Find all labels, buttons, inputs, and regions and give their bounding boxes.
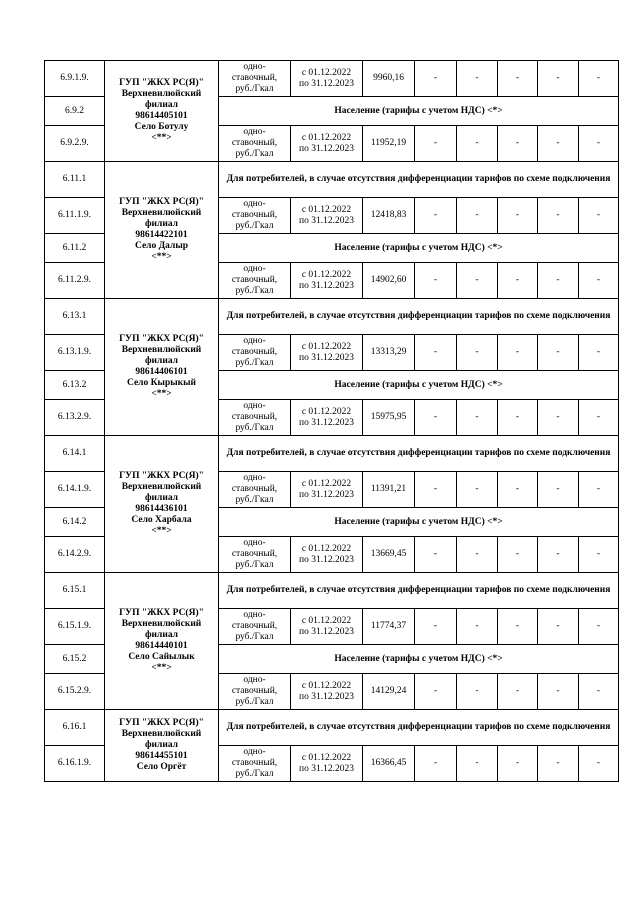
empty-value-dash: - xyxy=(415,263,457,299)
row-number: 6.9.2.9. xyxy=(45,126,105,162)
row-number: 6.14.1 xyxy=(45,436,105,472)
empty-value-dash: - xyxy=(538,472,579,508)
tariff-kind: одно- ставочный, руб./Гкал xyxy=(219,674,291,710)
row-number: 6.15.2.9. xyxy=(45,674,105,710)
empty-value-dash: - xyxy=(538,674,579,710)
organization-cell: ГУП "ЖКХ РС(Я)" Верхневилюйский филиал 98614440101 Село Сайылык <**> xyxy=(105,573,219,710)
tariff-kind: одно- ставочный, руб./Гкал xyxy=(219,537,291,573)
table-row xyxy=(45,162,619,198)
empty-value-dash: - xyxy=(579,263,619,299)
consumers-note: Для потребителей, в случае отсутствия дифференциации тарифов по схеме подключения xyxy=(219,573,619,609)
tariff-kind: одно- ставочный, руб./Гкал xyxy=(219,400,291,436)
consumers-note: Для потребителей, в случае отсутствия дифференциации тарифов по схеме подключения xyxy=(219,299,619,335)
tariff-kind: одно- ставочный, руб./Гкал xyxy=(219,335,291,371)
empty-value-dash: - xyxy=(579,198,619,234)
row-number: 6.15.2 xyxy=(45,645,105,674)
tariff-value: 11391,21 xyxy=(363,472,415,508)
row-number: 6.11.1 xyxy=(45,162,105,198)
organization-cell: ГУП "ЖКХ РС(Я)" Верхневилюйский филиал 98614406101 Село Кырыкый <**> xyxy=(105,299,219,436)
empty-value-dash: - xyxy=(579,126,619,162)
population-note: Население (тарифы с учетом НДС) <*> xyxy=(219,97,619,126)
tariff-value: 9960,16 xyxy=(363,61,415,97)
empty-value-dash: - xyxy=(538,400,579,436)
empty-value-dash: - xyxy=(457,537,498,573)
tariff-table-body xyxy=(45,61,619,782)
table-row xyxy=(45,299,619,335)
empty-value-dash: - xyxy=(579,609,619,645)
row-number: 6.9.2 xyxy=(45,97,105,126)
empty-value-dash: - xyxy=(457,400,498,436)
empty-value-dash: - xyxy=(498,674,538,710)
tariff-kind: одно- ставочный, руб./Гкал xyxy=(219,126,291,162)
tariff-value: 16366,45 xyxy=(363,746,415,782)
tariff-value: 13669,45 xyxy=(363,537,415,573)
tariff-period: с 01.12.2022 по 31.12.2023 xyxy=(291,746,363,782)
row-number: 6.13.2.9. xyxy=(45,400,105,436)
tariff-period: с 01.12.2022 по 31.12.2023 xyxy=(291,674,363,710)
empty-value-dash: - xyxy=(457,472,498,508)
empty-value-dash: - xyxy=(415,674,457,710)
row-number: 6.13.2 xyxy=(45,371,105,400)
row-number: 6.14.2.9. xyxy=(45,537,105,573)
tariff-period: с 01.12.2022 по 31.12.2023 xyxy=(291,61,363,97)
tariff-period: с 01.12.2022 по 31.12.2023 xyxy=(291,263,363,299)
empty-value-dash: - xyxy=(415,61,457,97)
organization-cell: ГУП "ЖКХ РС(Я)" Верхневилюйский филиал 98614405101 Село Ботулу <**> xyxy=(105,61,219,162)
empty-value-dash: - xyxy=(579,472,619,508)
tariff-kind: одно- ставочный, руб./Гкал xyxy=(219,61,291,97)
empty-value-dash: - xyxy=(415,335,457,371)
tariff-value: 11774,37 xyxy=(363,609,415,645)
tariff-kind: одно- ставочный, руб./Гкал xyxy=(219,198,291,234)
tariff-period: с 01.12.2022 по 31.12.2023 xyxy=(291,472,363,508)
empty-value-dash: - xyxy=(538,198,579,234)
empty-value-dash: - xyxy=(498,263,538,299)
empty-value-dash: - xyxy=(415,472,457,508)
row-number: 6.16.1 xyxy=(45,710,105,746)
empty-value-dash: - xyxy=(579,61,619,97)
population-note: Население (тарифы с учетом НДС) <*> xyxy=(219,234,619,263)
row-number: 6.13.1 xyxy=(45,299,105,335)
empty-value-dash: - xyxy=(457,126,498,162)
population-note: Население (тарифы с учетом НДС) <*> xyxy=(219,645,619,674)
row-number: 6.11.2.9. xyxy=(45,263,105,299)
empty-value-dash: - xyxy=(498,609,538,645)
empty-value-dash: - xyxy=(415,537,457,573)
empty-value-dash: - xyxy=(498,537,538,573)
tariff-period: с 01.12.2022 по 31.12.2023 xyxy=(291,198,363,234)
empty-value-dash: - xyxy=(538,126,579,162)
empty-value-dash: - xyxy=(498,198,538,234)
empty-value-dash: - xyxy=(579,400,619,436)
population-note: Население (тарифы с учетом НДС) <*> xyxy=(219,508,619,537)
empty-value-dash: - xyxy=(538,609,579,645)
empty-value-dash: - xyxy=(415,400,457,436)
population-note: Население (тарифы с учетом НДС) <*> xyxy=(219,371,619,400)
table-row xyxy=(45,436,619,472)
table-row xyxy=(45,61,619,97)
consumers-note: Для потребителей, в случае отсутствия дифференциации тарифов по схеме подключения xyxy=(219,710,619,746)
empty-value-dash: - xyxy=(579,746,619,782)
tariff-period: с 01.12.2022 по 31.12.2023 xyxy=(291,400,363,436)
tariff-value: 14129,24 xyxy=(363,674,415,710)
row-number: 6.15.1 xyxy=(45,573,105,609)
row-number: 6.14.1.9. xyxy=(45,472,105,508)
organization-cell: ГУП "ЖКХ РС(Я)" Верхневилюйский филиал 98614455101 Село Оргёт xyxy=(105,710,219,782)
empty-value-dash: - xyxy=(538,537,579,573)
empty-value-dash: - xyxy=(457,61,498,97)
table-row xyxy=(45,573,619,609)
empty-value-dash: - xyxy=(579,674,619,710)
empty-value-dash: - xyxy=(415,126,457,162)
empty-value-dash: - xyxy=(457,263,498,299)
empty-value-dash: - xyxy=(415,746,457,782)
organization-cell: ГУП "ЖКХ РС(Я)" Верхневилюйский филиал 98614436101 Село Харбала <**> xyxy=(105,436,219,573)
row-number: 6.11.2 xyxy=(45,234,105,263)
tariff-value: 13313,29 xyxy=(363,335,415,371)
tariff-kind: одно- ставочный, руб./Гкал xyxy=(219,472,291,508)
empty-value-dash: - xyxy=(415,198,457,234)
row-number: 6.9.1.9. xyxy=(45,61,105,97)
row-number: 6.14.2 xyxy=(45,508,105,537)
row-number: 6.15.1.9. xyxy=(45,609,105,645)
consumers-note: Для потребителей, в случае отсутствия дифференциации тарифов по схеме подключения xyxy=(219,162,619,198)
empty-value-dash: - xyxy=(498,126,538,162)
tariff-table xyxy=(44,60,619,782)
row-number: 6.16.1.9. xyxy=(45,746,105,782)
empty-value-dash: - xyxy=(579,537,619,573)
tariff-value: 11952,19 xyxy=(363,126,415,162)
empty-value-dash: - xyxy=(498,400,538,436)
tariff-kind: одно- ставочный, руб./Гкал xyxy=(219,746,291,782)
empty-value-dash: - xyxy=(498,61,538,97)
tariff-kind: одно- ставочный, руб./Гкал xyxy=(219,263,291,299)
tariff-period: с 01.12.2022 по 31.12.2023 xyxy=(291,609,363,645)
empty-value-dash: - xyxy=(538,263,579,299)
empty-value-dash: - xyxy=(538,61,579,97)
empty-value-dash: - xyxy=(457,746,498,782)
row-number: 6.13.1.9. xyxy=(45,335,105,371)
tariff-period: с 01.12.2022 по 31.12.2023 xyxy=(291,335,363,371)
table-row xyxy=(45,710,619,746)
empty-value-dash: - xyxy=(579,335,619,371)
tariff-value: 14902,60 xyxy=(363,263,415,299)
consumers-note: Для потребителей, в случае отсутствия дифференциации тарифов по схеме подключения xyxy=(219,436,619,472)
empty-value-dash: - xyxy=(457,609,498,645)
empty-value-dash: - xyxy=(415,609,457,645)
tariff-kind: одно- ставочный, руб./Гкал xyxy=(219,609,291,645)
empty-value-dash: - xyxy=(538,335,579,371)
tariff-value: 15975,95 xyxy=(363,400,415,436)
row-number: 6.11.1.9. xyxy=(45,198,105,234)
empty-value-dash: - xyxy=(457,335,498,371)
empty-value-dash: - xyxy=(457,198,498,234)
tariff-period: с 01.12.2022 по 31.12.2023 xyxy=(291,126,363,162)
tariff-period: с 01.12.2022 по 31.12.2023 xyxy=(291,537,363,573)
tariff-value: 12418,83 xyxy=(363,198,415,234)
empty-value-dash: - xyxy=(498,472,538,508)
organization-cell: ГУП "ЖКХ РС(Я)" Верхневилюйский филиал 98614422101 Село Далыр <**> xyxy=(105,162,219,299)
empty-value-dash: - xyxy=(538,746,579,782)
empty-value-dash: - xyxy=(498,335,538,371)
empty-value-dash: - xyxy=(457,674,498,710)
empty-value-dash: - xyxy=(498,746,538,782)
